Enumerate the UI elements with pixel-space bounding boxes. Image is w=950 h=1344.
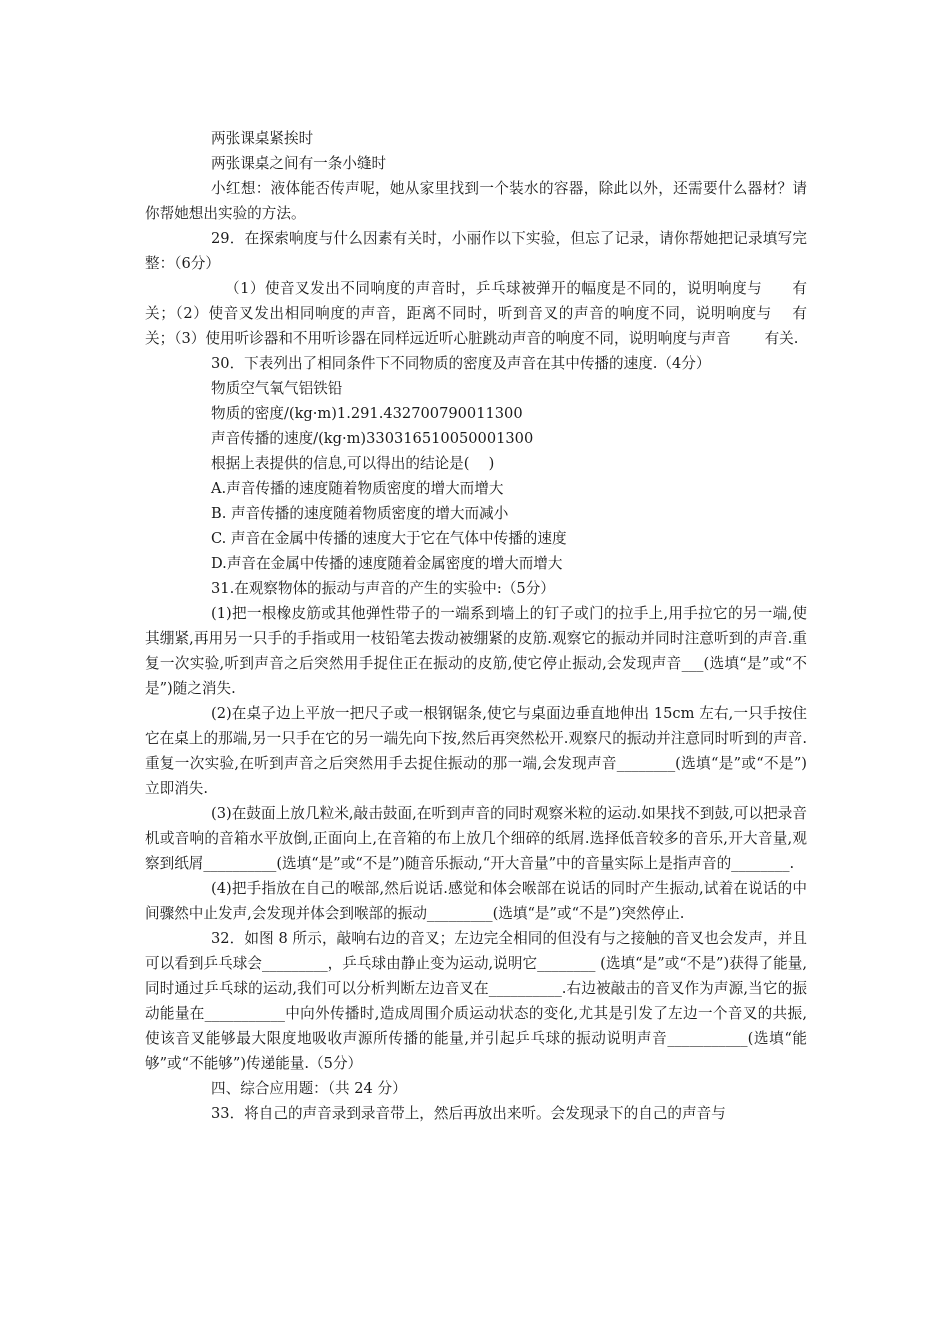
document-body — [145, 126, 807, 1126]
table-row-speed: 声音传播的速度/(kg·m)330316510050001300 — [211, 430, 534, 447]
option-b: B. 声音传播的速度随着物质密度的增大而减小 — [211, 505, 509, 522]
text-line: 两张课桌紧挨时 — [211, 130, 314, 147]
section-heading: 四、综合应用题：（共 24 分） — [211, 1080, 407, 1097]
option-a: A.声音传播的速度随着物质密度的增大而增大 — [211, 480, 504, 497]
question-31-part-3: (3)在鼓面上放几粒米,敲击鼓面,在听到声音的同时观察米粒的运动.如果找不到鼓,可以把录音机或音响的音箱水平放倒,正面向上,在音箱的布上放几个细碎的纸屑.选择低音较多的音乐,开大音量,观察到纸屑__________(选填“是”或“不是”)随音乐振动,“开大音量”中的音量实际上是指声音的________. — [145, 805, 807, 872]
question-31: 31.在观察物体的振动与声音的产生的实验中:（5分） — [211, 580, 555, 597]
table-row-header: 物质空气氧气铝铁铅 — [211, 380, 343, 397]
question-30: 30．下表列出了相同条件下不同物质的密度及声音在其中传播的速度.（4分） — [211, 355, 711, 372]
question-32: 32．如图 8 所示，敲响右边的音叉；左边完全相同的但没有与之接触的音叉也会发声，并且可以看到乒乓球会_________，乒乓球由静止变为运动,说明它________ (选填“是”或“不是”)获得了能量,同时通过乒乓球的运动,我们可以分析判断左边音叉在__________.右边被敲击的音叉作为声源,当它的振动能量在___________中向外传播时,造成周围介质运动状态的变化,尤其是引发了左边一个音叉的共振,使该音叉能够最大限度地吸收声源所传播的能量,并引起乒乓球的振动说明声音___________(选填“能够”或“不能够”)传递能量.（5分） — [145, 930, 807, 1072]
question-33: 33．将自己的声音录到录音带上，然后再放出来听。会发现录下的自己的声音与 — [211, 1105, 726, 1122]
question-31-part-1: (1)把一根橡皮筋或其他弹性带子的一端系到墙上的钉子或门的拉手上,用手拉它的另一端,使其绷紧,再用另一只手的手指或用一枝铅笔去拨动被绷紧的皮筋.观察它的振动并同时注意听到的声音.重复一次实验,听到声音之后突然用手捉住正在振动的皮筋,使它停止振动,会发现声音___(选填“是”或“不是”)随之消失. — [145, 605, 807, 697]
option-d: D.声音在金属中传播的速度随着金属密度的增大而增大 — [211, 555, 563, 572]
text-line: 两张课桌之间有一条小缝时 — [211, 155, 387, 172]
option-c: C. 声音在金属中传播的速度大于它在气体中传播的速度 — [211, 530, 567, 547]
paragraph: 小红想：液体能否传声呢，她从家里找到一个装水的容器，除此以外，还需要什么器材？请你帮她想出实验的方法。 — [145, 180, 807, 222]
question-31-part-4: (4)把手指放在自己的喉部,然后说话.感觉和体会喉部在说话的同时产生振动,试着在说话的中间骤然中止发声,会发现并体会到喉部的振动_________(选填“是”或“不是”)突然停止. — [145, 880, 807, 922]
question-29-body: （1）使音叉发出不同响度的声音时，乒乓球被弹开的幅度是不同的，说明响度与 有关；（2）使音叉发出相同响度的声音，距离不同时，听到音叉的声音的响度不同，说明响度与 有关；（3）使用听诊器和不用听诊器在同样远近听心脏跳动声音的响度不同，说明响度与声音 有关. — [145, 280, 807, 347]
question-31-part-2: (2)在桌子边上平放一把尺子或一根钢锯条,使它与桌面边垂直地伸出 15cm 左右,一只手按住它在桌上的那端,另一只手在它的另一端先向下按,然后再突然松开.观察尺的振动并注意同时听到的声音.重复一次实验,在听到声音之后突然用手去捉住振动的那一端,会发现声音________(选填“是”或“不是”)立即消失. — [145, 705, 807, 797]
question-30-prompt: 根据上表提供的信息,可以得出的结论是( ) — [211, 455, 495, 472]
question-29: 29．在探索响度与什么因素有关时，小丽作以下实验，但忘了记录，请你帮她把记录填写完整：（6分） — [145, 230, 807, 272]
table-row-density: 物质的密度/(kg·m)1.291.432700790011300 — [211, 405, 523, 422]
